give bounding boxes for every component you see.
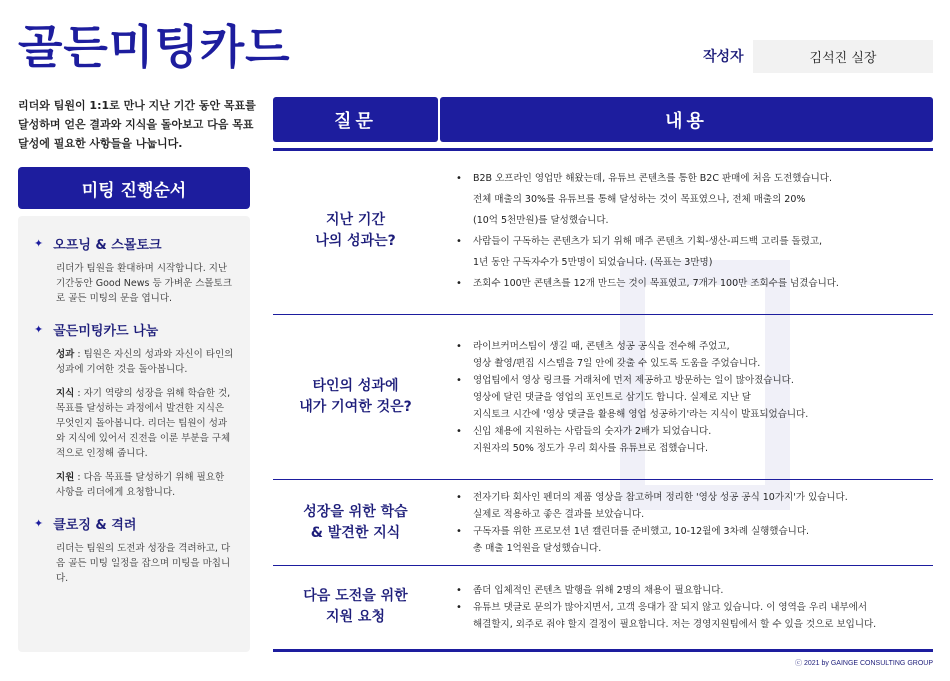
row-content (440, 148, 933, 314)
content-line: 전체 매출의 30%를 유튜브를 통해 달성하는 것이 목표였으나, 전체 매출의 20% (473, 194, 806, 205)
content-line: • 사람들이 구독하는 콘텐츠가 되기 위해 매주 콘텐츠 기획-생산-피드백 고리를 돌렸고, (456, 231, 933, 252)
row-question (273, 148, 438, 314)
header-question: 질문 (273, 97, 438, 142)
content-line: • 조회수 100만 콘텐츠를 12개 만드는 것이 목표였고, 7개가 100만 조회수를 넘겼습니다. (456, 273, 933, 294)
table-row (273, 566, 933, 648)
step-title (34, 320, 236, 339)
header-content: 내용 (440, 97, 933, 142)
diamond-icon: ✦ (34, 237, 44, 250)
step-title (34, 514, 236, 533)
content-line: 총 매출 1억원을 달성했습니다. (473, 542, 602, 554)
author-field[interactable]: 김석진 실장 (753, 40, 933, 73)
step-opening (34, 234, 236, 306)
step-item (56, 386, 236, 461)
content-line: • 신입 채용에 지원하는 사람들의 숫자가 2배가 되었습니다. (456, 423, 933, 440)
step-body (56, 261, 236, 306)
sidebar-heading: 미팅 진행순서 (18, 167, 250, 209)
table-row (273, 480, 933, 566)
table-header (273, 97, 933, 142)
step-closing (34, 514, 236, 586)
table-body (273, 148, 933, 648)
step-text: 리더가 팀원을 환대하며 시작합니다. 지난 기간동안 Good News 등 가벼운 스몰토크로 골든 미팅의 문을 엽니다. (56, 263, 232, 304)
intro-text: 리더와 팀원이 1:1로 만나 지난 기간 동안 목표를 달성하며 얻은 결과와 지식을 돌아보고 다음 목표 달성에 필요한 사항들을 나눕니다. (18, 99, 256, 150)
content-line: • 좀더 입체적인 콘텐츠 발행을 위해 2명의 채용이 필요합니다. (456, 582, 933, 599)
page-title: 골든미팅카드 (18, 20, 291, 74)
content-line: • 영업팀에서 영상 링크를 거래처에 먼저 제공하고 방문하는 일이 많아졌습니다. (456, 372, 933, 389)
content-line: (10억 5천만원)를 달성했습니다. (473, 215, 609, 226)
step-text: 리더는 팀원의 도전과 성장을 격려하고, 다음 골든 미팅 일정을 잡으며 미팅을 마칩니다. (56, 543, 231, 584)
content-line: • 유튜브 댓글로 문의가 많아지면서, 고객 응대가 잘 되지 않고 있습니다. 이 영역을 우리 내부에서 (456, 599, 933, 616)
diamond-icon: ✦ (34, 323, 44, 336)
step-title-text: 클로징 & 격려 (53, 518, 137, 533)
sidebar-panel (18, 216, 250, 652)
content-line: 지식토크 시간에 '영상 댓글을 활용해 영업 성공하기'라는 지식이 발표되었습니다. (473, 408, 809, 420)
content-line: 영상에 달린 댓글을 영업의 포인트로 삼기도 합니다. 실제로 지난 달 (473, 391, 751, 403)
content-line: 해결할지, 외주로 줘야 할지 결정이 필요합니다. 저는 경영지원팀에서 할 수 있을 것으로 보입니다. (473, 618, 877, 630)
table-bottom-rule (273, 649, 933, 652)
row-question (273, 315, 438, 479)
content-line: • 전자기타 회사인 펜더의 제품 영상을 참고하며 정리한 '영상 성공 공식 10가지'가 있습니다. (456, 489, 933, 506)
question-text: 타인의 성과에 내가 기여한 것은? (299, 378, 412, 415)
step-item-text: : 자기 역량의 성장을 위해 학습한 것, 목표를 달성하는 과정에서 발견한 지식은 무엇인지 돌아봅니다. 리더는 팀원이 성과와 지식에 있어서 진전을 이룬 부분을 구체적으로 인정해 줍니다. (56, 388, 231, 459)
question-text: 성장을 위한 학습 & 발견한 지식 (303, 503, 408, 541)
step-item (56, 347, 236, 377)
question-text: 지난 기간 나의 성과는? (315, 212, 396, 249)
content-line: 지원자의 50% 정도가 우리 회사를 유튜브로 접했습니다. (473, 442, 708, 454)
content-line: 실제로 적용하고 좋은 결과를 보았습니다. (473, 508, 645, 520)
content-line: • 구독자를 위한 프로모션 1년 캘린더를 준비했고, 10-12월에 3차례 실행했습니다. (456, 523, 933, 540)
table-row (273, 148, 933, 315)
step-item-text: : 팀원은 자신의 성과와 자신이 타인의 성과에 기여한 것을 돌아봅니다. (56, 349, 234, 375)
table-row (273, 315, 933, 480)
step-body (56, 347, 236, 500)
row-content (440, 480, 933, 565)
step-item-term: 지식 (56, 388, 75, 399)
step-title (34, 234, 236, 253)
row-content (440, 315, 933, 479)
author-label: 작성자 (703, 49, 744, 65)
diamond-icon: ✦ (34, 517, 44, 530)
content-line: • B2B 오프라인 영업만 해왔는데, 유튜브 콘텐츠를 통한 B2C 판매에 처음 도전했습니다. (456, 168, 933, 189)
step-item-term: 지원 (56, 472, 75, 483)
question-text: 다음 도전을 위한 지원 요청 (303, 588, 408, 625)
row-content (440, 566, 933, 648)
step-title-text: 오프닝 & 스몰토크 (53, 238, 162, 253)
step-item (56, 470, 236, 500)
content-line: 1년 동안 구독자수가 5만명이 되었습니다. (목표는 3만명) (473, 257, 713, 268)
content-line: 영상 촬영/편집 시스템을 7일 안에 갖출 수 있도록 도움을 주었습니다. (473, 357, 761, 369)
step-title-text: 골든미팅카드 나눔 (53, 324, 159, 339)
row-question (273, 480, 438, 565)
step-item-text: : 다음 목표를 달성하기 위해 필요한 사항을 리더에게 요청합니다. (56, 472, 225, 498)
row-question (273, 566, 438, 648)
copyright-footer: ⓒ 2021 by GAINGE CONSULTING GROUP (795, 660, 933, 667)
step-sharing (34, 320, 236, 500)
content-line: • 라이브커머스팀이 생길 때, 콘텐츠 성공 공식을 전수해 주었고, (456, 338, 933, 355)
step-item-term: 성과 (56, 349, 75, 360)
step-body (56, 541, 236, 586)
